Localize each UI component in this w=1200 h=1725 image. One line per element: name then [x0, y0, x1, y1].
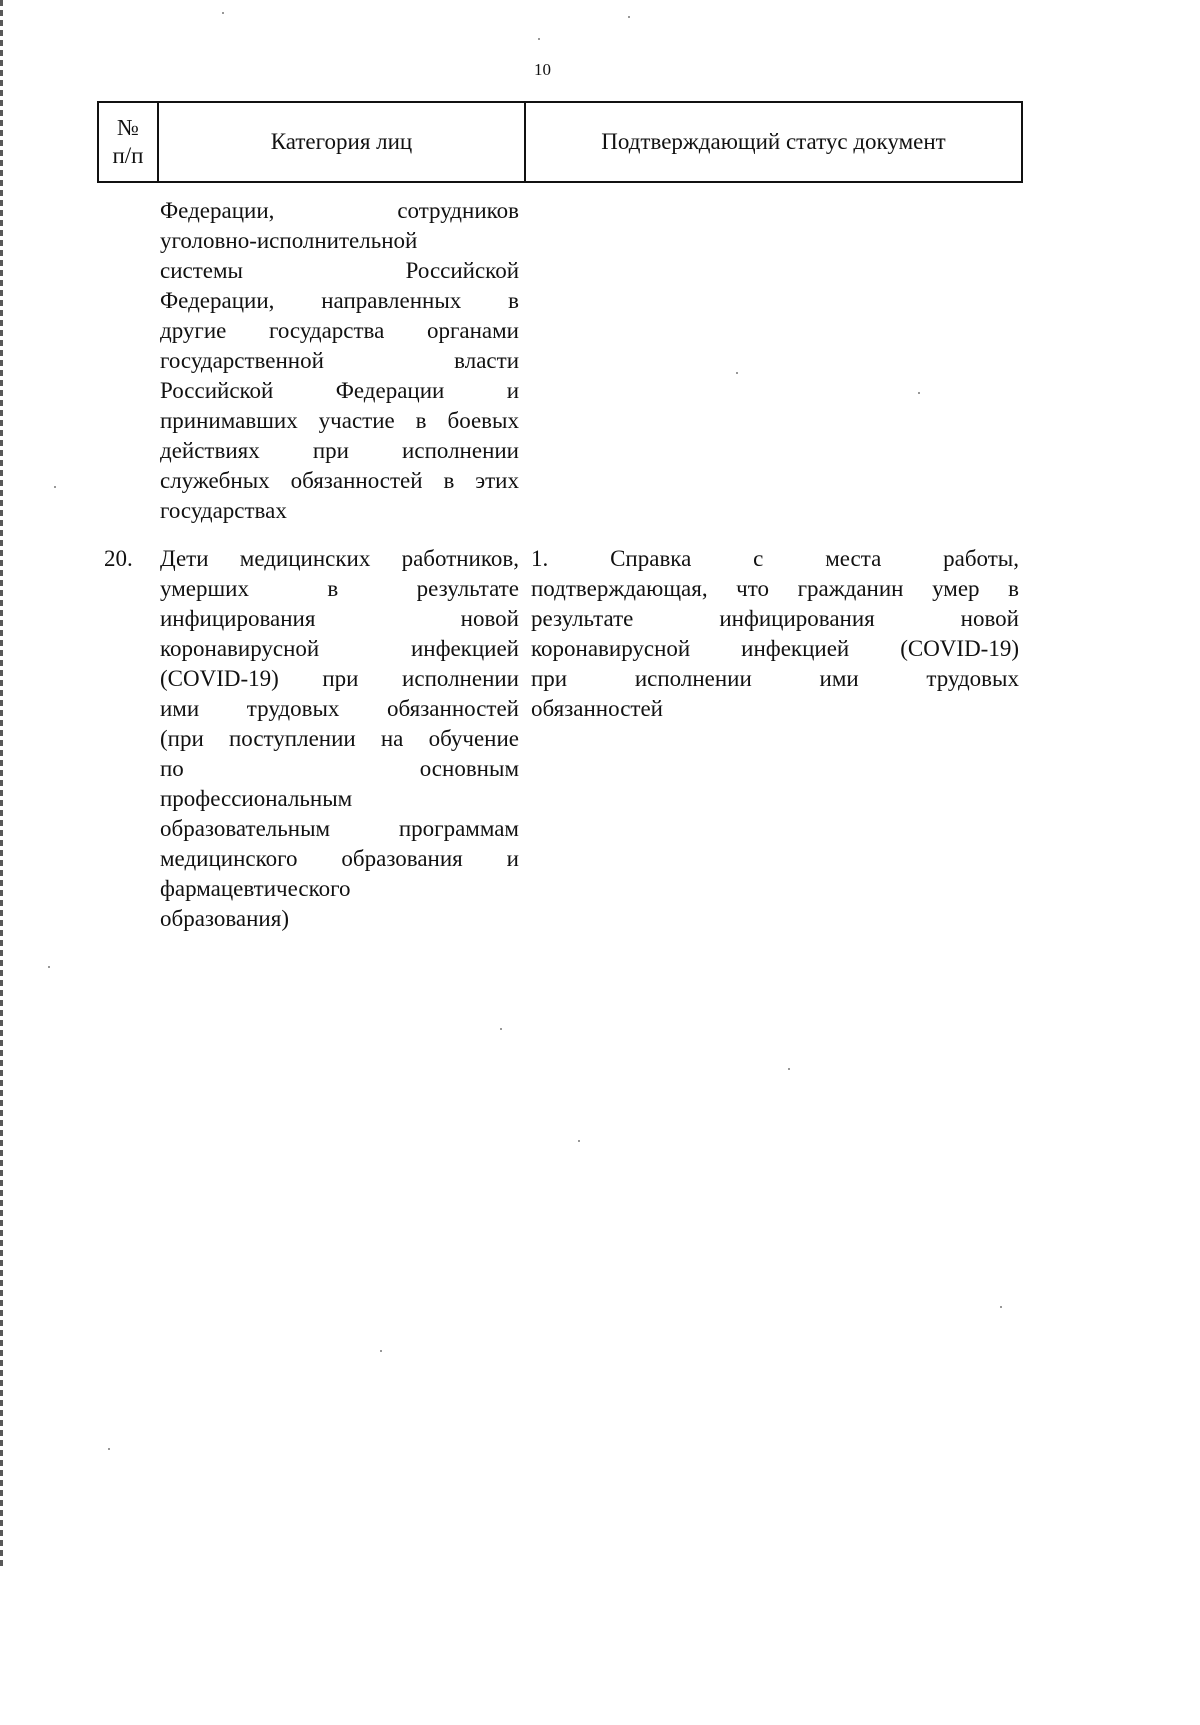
- category-line: профессиональным: [160, 786, 353, 811]
- category-line: действиях при исполнении: [160, 438, 519, 463]
- document-line: при исполнении ими трудовых: [531, 666, 1019, 691]
- document-line: результате инфицирования новой: [531, 606, 1019, 631]
- header-category-column: Категория лиц: [159, 103, 526, 181]
- header-number-sign: №: [117, 115, 139, 140]
- category-line: (COVID-19) при исполнении: [160, 666, 519, 691]
- category-line: образовательным программам: [160, 816, 519, 841]
- category-line: служебных обязанностей в этих: [160, 468, 519, 493]
- category-line: государствах: [160, 498, 287, 523]
- scan-speck: [54, 486, 56, 488]
- table-header: [97, 101, 1023, 183]
- category-line: образования): [160, 906, 289, 931]
- scan-speck: [578, 1140, 580, 1142]
- category-line: Российской Федерации и: [160, 378, 519, 403]
- category-line: ими трудовых обязанностей: [160, 696, 519, 721]
- scan-speck: [628, 16, 630, 18]
- row-number: 20.: [104, 546, 133, 571]
- scan-speck: [380, 1350, 382, 1352]
- document-line: обязанностей: [531, 696, 663, 721]
- scan-speck: [736, 372, 738, 374]
- category-line: системы Российской: [160, 258, 519, 283]
- scan-edge-artifact: [0, 0, 3, 1568]
- scan-speck: [538, 38, 540, 40]
- category-line: другие государства органами: [160, 318, 519, 343]
- scan-speck: [1000, 1306, 1002, 1308]
- category-line: государственной власти: [160, 348, 519, 373]
- category-line: принимавших участие в боевых: [160, 408, 519, 433]
- scan-speck: [48, 966, 50, 968]
- category-line: Федерации, сотрудников: [160, 198, 519, 223]
- document-line: подтверждающая, что гражданин умер в: [531, 576, 1019, 601]
- category-cell: [160, 196, 519, 526]
- category-line: Федерации, направленных в: [160, 288, 519, 313]
- scan-speck: [108, 1448, 110, 1450]
- category-line: медицинского образования и: [160, 846, 519, 871]
- category-line: (при поступлении на обучение: [160, 726, 519, 751]
- category-line: умерших в результате: [160, 576, 519, 601]
- document-line: коронавирусной инфекцией (COVID-19): [531, 636, 1019, 661]
- scan-speck: [788, 1068, 790, 1070]
- header-document-column: Подтверждающий статус документ: [601, 129, 946, 154]
- document-line: 1. Справка с места работы,: [531, 546, 1019, 571]
- scan-speck: [222, 12, 224, 14]
- category-line: инфицирования новой: [160, 606, 519, 631]
- category-line: по основным: [160, 756, 519, 781]
- document-cell: [531, 544, 1019, 724]
- category-line: коронавирусной инфекцией: [160, 636, 519, 661]
- scan-speck: [918, 392, 920, 394]
- header-number-abbrev: п/п: [112, 143, 144, 168]
- header-number-column: [99, 103, 159, 181]
- category-line: фармацевтического: [160, 876, 351, 901]
- page-number: 10: [534, 60, 551, 79]
- scan-speck: [500, 1028, 502, 1030]
- category-cell: [160, 544, 519, 934]
- category-line: Дети медицинских работников,: [160, 546, 519, 571]
- category-line: уголовно-исполнительной: [160, 228, 418, 253]
